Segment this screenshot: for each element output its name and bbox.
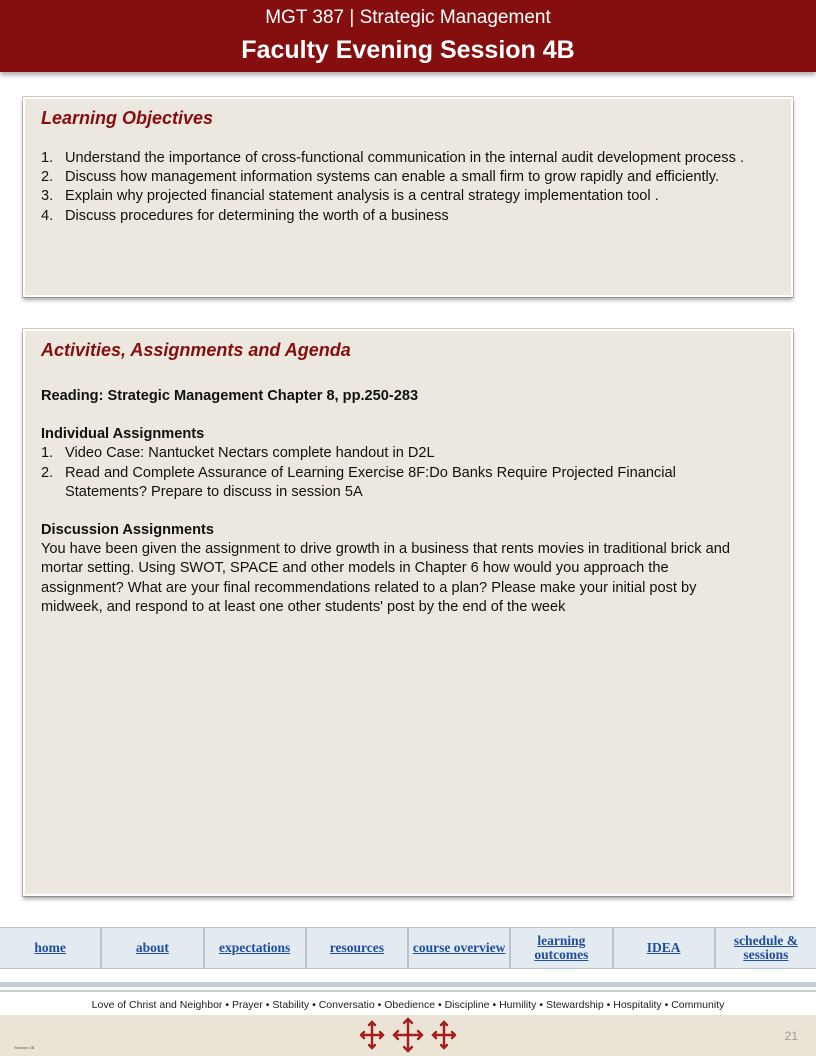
page-header bbox=[0, 0, 816, 72]
session-title: Faculty Evening Session 4B bbox=[241, 36, 575, 64]
objective-item: 1. Understand the importance of cross-functional communication in the internal audit development process . bbox=[41, 150, 744, 166]
crosses-logo-icon bbox=[360, 1017, 456, 1053]
nav-expectations-link[interactable]: expectations bbox=[205, 928, 307, 968]
learning-objectives-heading: Learning Objectives bbox=[41, 108, 214, 128]
activities-heading: Activities, Assignments and Agenda bbox=[41, 340, 351, 360]
value-item: Stability bbox=[272, 999, 310, 1011]
assignment-item: 1. Video Case: Nantucket Nectars complete handout in D2L bbox=[41, 445, 435, 462]
cross-icon bbox=[361, 1022, 383, 1048]
value-item: Obedience bbox=[384, 999, 436, 1011]
page-number: 21 bbox=[784, 1029, 798, 1043]
cross-icon bbox=[433, 1022, 455, 1048]
core-values-line: Love of Christ and Neighbor • Prayer • Stability • Conversatio • Obedience • Discipline • Humility • Stewardship • Hospitality • Community bbox=[91, 999, 725, 1011]
individual-assignments-heading: Individual Assignments bbox=[41, 426, 205, 443]
nav-course-overview-link[interactable]: course overview bbox=[409, 928, 511, 968]
value-item: Love of Christ and Neighbor bbox=[91, 999, 223, 1011]
bottom-navigation bbox=[0, 927, 816, 969]
nav-home-link[interactable]: home bbox=[0, 928, 102, 968]
nav-learning-outcomes-link[interactable]: learning outcomes bbox=[511, 928, 613, 968]
nav-schedule-sessions-link[interactable]: schedule & sessions bbox=[733, 933, 798, 962]
footer-divider bbox=[0, 982, 816, 987]
value-item: Discipline bbox=[444, 999, 490, 1011]
objectives-list bbox=[41, 149, 753, 226]
objective-item: 4. Discuss procedures for determining the worth of a business bbox=[41, 207, 449, 224]
nav-idea-link[interactable]: IDEA bbox=[614, 928, 716, 968]
course-title: MGT 387 | Strategic Management bbox=[265, 7, 551, 28]
cross-icon bbox=[394, 1019, 422, 1051]
reading-assignment: Reading: Strategic Management Chapter 8, pp.250-283 bbox=[41, 388, 419, 404]
learning-objectives-panel bbox=[23, 97, 793, 297]
discussion-assignments-heading: Discussion Assignments bbox=[41, 522, 215, 539]
session-label: Session 4B bbox=[14, 1045, 35, 1050]
individual-assignments-list bbox=[41, 444, 753, 502]
footer-divider bbox=[0, 990, 816, 992]
nav-resources-link[interactable]: resources bbox=[307, 928, 409, 968]
value-item: Prayer bbox=[231, 999, 263, 1011]
value-item: Community bbox=[671, 999, 725, 1011]
value-item: Stewardship bbox=[545, 999, 604, 1011]
objective-item: 3. Explain why projected financial statement analysis is a central strategy implementation tool . bbox=[41, 188, 659, 205]
value-item: Conversatio bbox=[318, 999, 375, 1011]
assignment-item: 2. Read and Complete Assurance of Learning Exercise 8F:Do Banks Require Projected Financial Statements? Prepare to discuss in session 5A bbox=[41, 464, 676, 500]
value-item: Hospitality bbox=[613, 999, 662, 1011]
nav-about-link[interactable]: about bbox=[102, 928, 204, 968]
discussion-text: You have been given the assignment to drive growth in a business that rents movies in traditional brick and mortar setting. Using SWOT, SPACE and other models in Chapter 6 how would you approach the assignment? What are your final recommendations related to a plan? Please make your initial post by midweek, and respond to at least one other students' post by the end of the week bbox=[41, 541, 731, 615]
activities-panel bbox=[23, 329, 793, 896]
objective-item: 2. Discuss how management information systems can enable a small firm to grow rapidly and efficiently. bbox=[41, 169, 720, 186]
value-item: Humility bbox=[499, 999, 537, 1011]
